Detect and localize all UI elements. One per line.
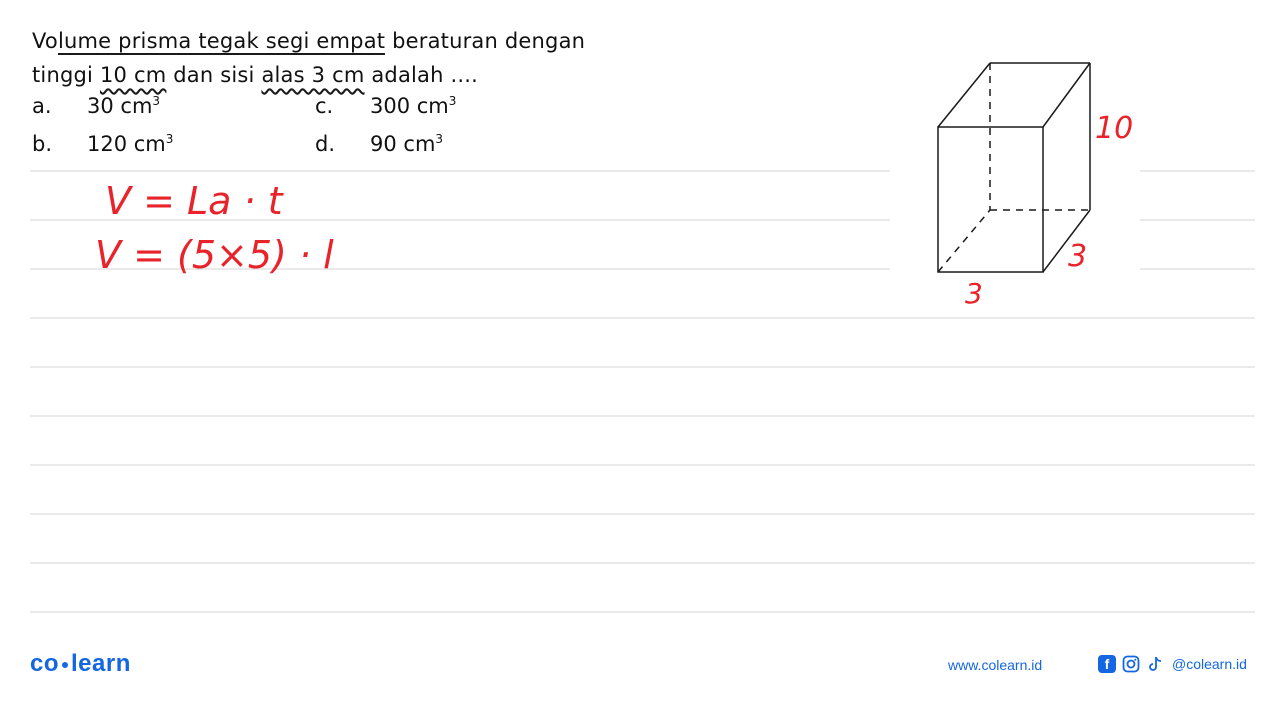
underlined-base-side: alas 3 cm [261,63,365,87]
option-exponent: 3 [435,132,444,146]
website-link[interactable]: www.colearn.id [948,657,1043,673]
depth-label: 3 [1068,239,1088,274]
option-value: 90 cm [370,132,436,156]
width-label: 3 [965,277,983,310]
question-text-part: tinggi [32,63,100,87]
option-value: 300 cm [370,94,449,118]
formula-line-1: V = La · t [105,179,283,223]
option-letter: a. [32,94,52,118]
tiktok-icon[interactable] [1146,655,1164,673]
option-value: 30 cm [87,94,153,118]
question-text-part: adalah .... [364,63,479,87]
option-exponent: 3 [152,94,161,108]
facebook-icon[interactable]: f [1098,655,1116,673]
question-text-part: dan sisi [166,63,262,87]
social-handle[interactable]: @colearn.id [1172,656,1247,672]
option-exponent: 3 [165,132,174,146]
option-letter: b. [32,132,53,156]
logo-text-right: learn [71,650,131,677]
underlined-phrase: lume prisma tegak segi empat [57,29,386,53]
formula-line-2: V = (5×5) · l [95,233,334,277]
question-text-part: Vo [32,29,58,53]
option-exponent: 3 [448,94,457,108]
option-value: 120 cm [87,132,166,156]
question-text-part: beraturan dengan [385,29,586,53]
social-links [1098,655,1247,673]
instagram-icon[interactable] [1122,655,1140,673]
logo-text-left: co [30,650,60,677]
colearn-logo[interactable] [30,650,131,678]
option-letter: c. [315,94,334,118]
option-letter: d. [315,132,336,156]
logo-dot [62,662,68,668]
height-label: 10 [1095,111,1134,146]
underlined-height: 10 cm [99,63,167,87]
